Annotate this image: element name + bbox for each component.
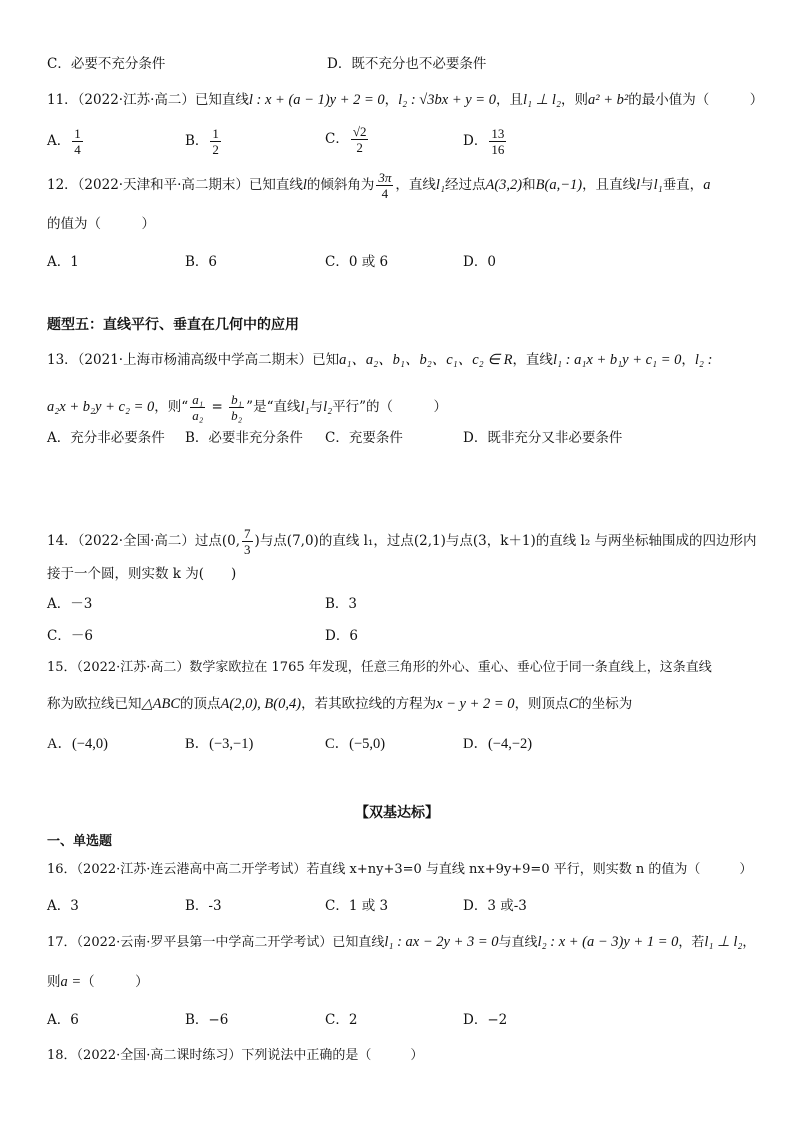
q11-line-l2: l₂ : √3bx + y = 0 bbox=[398, 92, 496, 108]
q17-option-b: B．−6 bbox=[185, 1012, 229, 1028]
question-14: 14．（2022·全国·高二）过点(0, $\frac{7}{3}$ )与点(7,0)的直线 l₁，过点(2,1)与点(3，k＋1)的直线 l₂ 与两坐标轴围成的四边形内 bbox=[47, 526, 757, 557]
question-15: 15．（2022·江苏·高二）数学家欧拉在 1765 年发现，任意三角形的外心、重心、垂心位于同一条直线上，这条直线 bbox=[47, 660, 712, 675]
q11-option-c: C． $\frac{√2}{2}$ bbox=[325, 124, 367, 155]
q16-option-c: C．1 或 3 bbox=[325, 898, 389, 914]
q17-option-c: C．2 bbox=[325, 1012, 358, 1028]
q15-option-d: D．(−4,−2) bbox=[463, 736, 533, 752]
fraction: $\frac{1}{4}$ bbox=[74, 126, 81, 157]
q15-option-a: A．(−4,0) bbox=[47, 736, 108, 752]
q13-option-a: A．充分非必要条件 bbox=[47, 430, 165, 446]
q12-option-b: B．6 bbox=[185, 254, 218, 270]
q11-target-expr: a² + b² bbox=[588, 92, 629, 108]
q14-option-a: A．－3 bbox=[47, 596, 93, 612]
q11-option-d: D． $\frac{13}{16}$ bbox=[463, 126, 505, 157]
q11-option-a: A． $\frac{1}{4}$ bbox=[47, 126, 81, 157]
q11-perp: l₁ ⊥ l₂ bbox=[522, 92, 561, 108]
question-18: 18．（2022·全国·高二课时练习）下列说法中正确的是（ ） bbox=[47, 1048, 424, 1063]
q16-option-a: A．3 bbox=[47, 898, 79, 914]
q17-option-d: D．−2 bbox=[463, 1012, 508, 1028]
question-11: 11．（2022·江苏·高二）已知直线l : x + (a − 1)y + 2 = 0，l₂ : √3bx + y = 0，且l₁ ⊥ l₂，则a² + b²的最小值为（ ） bbox=[47, 92, 764, 108]
q16-option-b: B．-3 bbox=[185, 898, 222, 914]
fraction: $\frac{7}{3}$ bbox=[244, 526, 251, 557]
question-16: 16．（2022·江苏·连云港高中高二开学考试）若直线 x+ny+3=0 与直线 nx+9y+9=0 平行，则实数 n 的值为（ ） bbox=[47, 862, 753, 877]
q11-line-l: l : x + (a − 1)y + 2 = 0 bbox=[248, 92, 385, 108]
q11-option-b: B． $\frac{1}{2}$ bbox=[185, 126, 219, 157]
q15-option-c: C．(−5,0) bbox=[325, 736, 386, 752]
fraction: $\frac{13}{16}$ bbox=[491, 126, 505, 157]
q10-option-d: D．既不充分也不必要条件 bbox=[327, 56, 487, 72]
q13-option-b: B．必要非充分条件 bbox=[185, 430, 303, 446]
q12-option-c: C．0 或 6 bbox=[325, 254, 389, 270]
q15-option-b: B．(−3,−1) bbox=[185, 736, 254, 752]
question-12-line2: 的值为（ ） bbox=[47, 216, 155, 232]
q12-option-d: D．0 bbox=[463, 254, 496, 270]
q12-option-a: A．1 bbox=[47, 254, 79, 270]
fraction: $\frac{1}{2}$ bbox=[212, 126, 219, 157]
q13-option-d: D．既非充分又非必要条件 bbox=[463, 430, 623, 446]
question-14-line2: 接于一个圆，则实数 k 为( ) bbox=[47, 566, 237, 582]
section-heading: 题型五：直线平行、垂直在几何中的应用 bbox=[47, 317, 299, 333]
fraction: $\frac{√2}{2}$ bbox=[352, 124, 367, 155]
question-13: 13．（2021·上海市杨浦高级中学高二期末）已知a₁、a₂、b₁、b₂、c₁、c₂ ∈ R，直线l₁ : a₁x + b₁y + c₁ = 0，l₂ : bbox=[47, 352, 713, 368]
fraction: $\frac{3\pi}{4}$ bbox=[378, 170, 392, 201]
fraction: $\frac{\text{b₁}}{\text{b₂}}$ bbox=[231, 392, 243, 423]
question-17-line2: 则a =（ ） bbox=[47, 974, 149, 990]
question-13-line2: a₂x + b₂y + c₂ = 0，则“ $\frac{\text{a₁}}{\text{a₂}}$ = $\frac{\text{b₁}}{\text{b₂}}$ ”是“直线l₁与l₂平行”的（ ） bbox=[47, 392, 448, 423]
q17-option-a: A．6 bbox=[47, 1012, 79, 1028]
q14-option-d: D．6 bbox=[325, 628, 358, 644]
q16-option-d: D．3 或-3 bbox=[463, 898, 527, 914]
q14-option-b: B．3 bbox=[325, 596, 358, 612]
q11-prefix: 11．（2022·江苏·高二）已知直线 bbox=[47, 92, 249, 108]
question-12: 12．（2022·天津和平·高二期末）已知直线l的倾斜角为 $\frac{3\pi}{4}$ ，直线l₁经过点A(3,2)和B(a,−1)，且直线l与l₁垂直，a bbox=[47, 170, 711, 201]
q10-option-c: C．必要不充分条件 bbox=[47, 56, 166, 72]
question-15-line2: 称为欧拉线已知△ABC的顶点A(2,0), B(0,4)，若其欧拉线的方程为x − y + 2 = 0，则顶点C的坐标为 bbox=[47, 696, 633, 712]
subsection-title: 一、单选题 bbox=[47, 834, 113, 849]
question-17: 17．（2022·云南·罗平县第一中学高二开学考试）已知直线l₁ : ax − 2y + 3 = 0与直线l₂ : x + (a − 3)y + 1 = 0，若l₁ ⊥ l₂， bbox=[47, 934, 756, 950]
q13-option-c: C．充要条件 bbox=[325, 430, 403, 446]
q14-option-c: C．－6 bbox=[47, 628, 93, 644]
section-title: 【双基达标】 bbox=[355, 805, 439, 821]
fraction: $\frac{\text{a₁}}{\text{a₂}}$ bbox=[192, 392, 204, 423]
